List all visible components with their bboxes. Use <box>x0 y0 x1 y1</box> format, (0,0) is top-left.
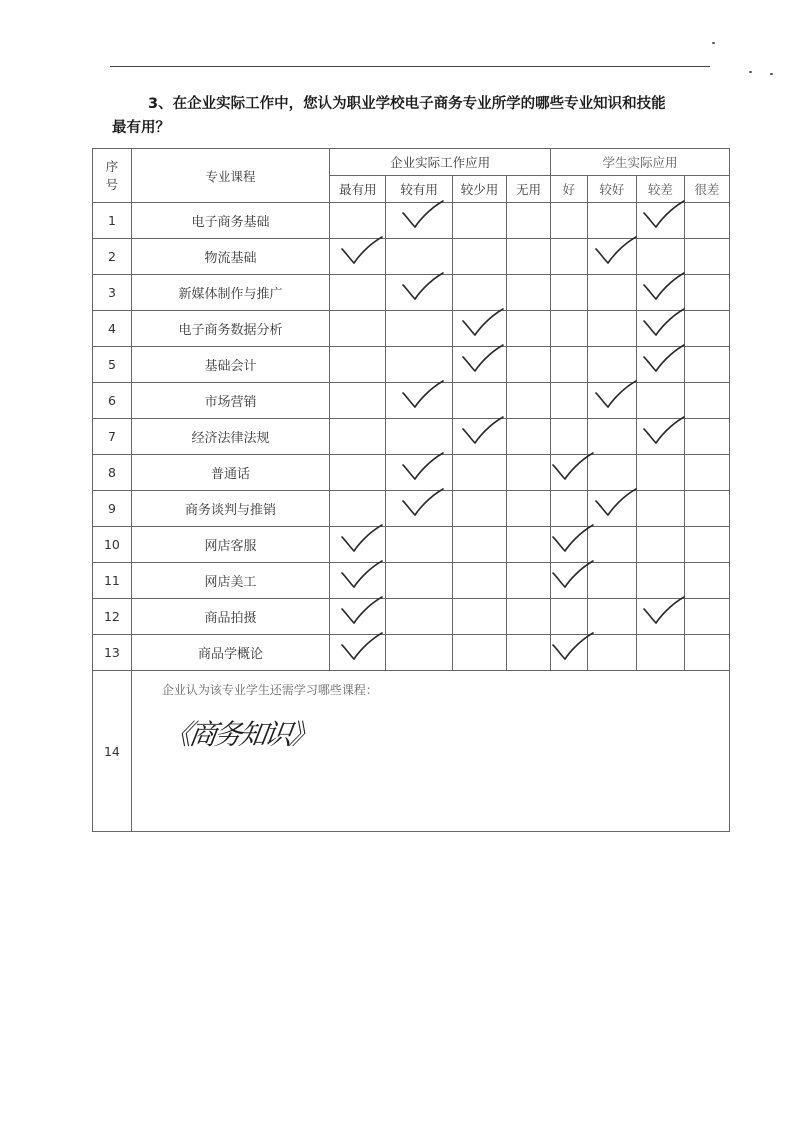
student-rating-cell <box>551 599 588 635</box>
student-group-header: 学生实际应用 <box>551 149 730 176</box>
company-rating-cell <box>386 419 452 455</box>
row-number: 14 <box>93 671 132 832</box>
check-mark-icon <box>642 307 686 341</box>
company-rating-cell <box>386 203 452 239</box>
company-rating-cell <box>452 419 506 455</box>
company-rating-cell <box>452 383 506 419</box>
table-row <box>93 239 730 275</box>
student-rating-cell <box>684 311 729 347</box>
table-row <box>93 383 730 419</box>
student-rating-cell <box>587 275 636 311</box>
company-rating-cell <box>330 347 386 383</box>
student-rating-cell <box>551 239 588 275</box>
company-rating-cell <box>330 599 386 635</box>
company-rating-cell <box>330 383 386 419</box>
student-rating-cell <box>587 239 636 275</box>
row-number: 7 <box>93 419 132 455</box>
table-row <box>93 563 730 599</box>
student-rating-cell <box>636 527 684 563</box>
table-row <box>93 455 730 491</box>
company-rating-cell <box>507 203 551 239</box>
column-header: 较有用 <box>386 176 452 203</box>
table-row <box>93 275 730 311</box>
row-number: 11 <box>93 563 132 599</box>
student-rating-cell <box>551 419 588 455</box>
check-mark-icon <box>461 307 505 341</box>
question-line-2: 最有用？ <box>112 120 170 136</box>
check-mark-icon <box>401 199 445 233</box>
course-name: 经济法律法规 <box>131 419 329 455</box>
seq-header: 序号 <box>93 149 132 203</box>
company-rating-cell <box>330 311 386 347</box>
student-rating-cell <box>636 239 684 275</box>
column-header: 较好 <box>587 176 636 203</box>
company-rating-cell <box>507 239 551 275</box>
top-rule <box>110 66 710 67</box>
student-rating-cell <box>551 203 588 239</box>
table-row <box>93 347 730 383</box>
company-rating-cell <box>507 275 551 311</box>
company-rating-cell <box>507 527 551 563</box>
course-name: 普通话 <box>131 455 329 491</box>
company-rating-cell <box>507 311 551 347</box>
student-rating-cell <box>551 455 588 491</box>
student-rating-cell <box>551 275 588 311</box>
company-rating-cell <box>330 239 386 275</box>
company-rating-cell <box>452 455 506 491</box>
check-mark-icon <box>594 379 638 413</box>
course-name: 电子商务基础 <box>131 203 329 239</box>
student-rating-cell <box>684 491 729 527</box>
check-mark-icon <box>642 343 686 377</box>
row-number: 2 <box>93 239 132 275</box>
student-rating-cell <box>587 203 636 239</box>
company-rating-cell <box>507 491 551 527</box>
check-mark-icon <box>642 595 686 629</box>
check-mark-icon <box>642 271 686 305</box>
table-row <box>93 491 730 527</box>
row-number: 4 <box>93 311 132 347</box>
company-rating-cell <box>452 239 506 275</box>
student-rating-cell <box>636 275 684 311</box>
student-rating-cell <box>587 491 636 527</box>
course-header: 专业课程 <box>131 149 329 203</box>
student-rating-cell <box>636 311 684 347</box>
check-mark-icon <box>401 487 445 521</box>
row-number: 9 <box>93 491 132 527</box>
company-rating-cell <box>507 563 551 599</box>
table-row <box>93 635 730 671</box>
check-mark-icon <box>551 631 595 665</box>
company-rating-cell <box>452 527 506 563</box>
company-rating-cell <box>507 455 551 491</box>
company-rating-cell <box>386 527 452 563</box>
scan-speck <box>770 73 773 75</box>
table-row <box>93 311 730 347</box>
course-name: 商品学概论 <box>131 635 329 671</box>
student-rating-cell <box>636 491 684 527</box>
check-mark-icon <box>340 631 384 665</box>
student-rating-cell <box>587 311 636 347</box>
row-number: 12 <box>93 599 132 635</box>
check-mark-icon <box>461 343 505 377</box>
course-name: 物流基础 <box>131 239 329 275</box>
company-rating-cell <box>507 347 551 383</box>
company-rating-cell <box>452 347 506 383</box>
student-rating-cell <box>551 383 588 419</box>
student-rating-cell <box>587 599 636 635</box>
survey-table <box>92 148 730 832</box>
student-rating-cell <box>551 563 588 599</box>
company-rating-cell <box>386 599 452 635</box>
company-rating-cell <box>386 455 452 491</box>
company-rating-cell <box>452 563 506 599</box>
course-name: 新媒体制作与推广 <box>131 275 329 311</box>
company-rating-cell <box>386 491 452 527</box>
scan-speck <box>749 71 752 73</box>
student-rating-cell <box>551 491 588 527</box>
check-mark-icon <box>340 523 384 557</box>
comment-label: 企业认为该专业学生还需学习哪些课程： <box>161 683 378 697</box>
student-rating-cell <box>636 347 684 383</box>
handwritten-answer: 《商务知识》 <box>161 718 317 751</box>
check-mark-icon <box>401 379 445 413</box>
company-rating-cell <box>330 563 386 599</box>
check-mark-icon <box>340 595 384 629</box>
company-rating-cell <box>330 203 386 239</box>
student-rating-cell <box>636 203 684 239</box>
question-line-1: 3、在企业实际工作中，您认为职业学校电子商务专业所学的哪些专业知识和技能 <box>148 96 666 112</box>
table-row <box>93 527 730 563</box>
company-rating-cell <box>386 347 452 383</box>
student-rating-cell <box>636 455 684 491</box>
company-rating-cell <box>452 635 506 671</box>
course-name: 网店客服 <box>131 527 329 563</box>
company-rating-cell <box>386 275 452 311</box>
row-number: 6 <box>93 383 132 419</box>
company-rating-cell <box>386 311 452 347</box>
row-number: 5 <box>93 347 132 383</box>
company-rating-cell <box>386 563 452 599</box>
column-header: 较少用 <box>452 176 506 203</box>
student-rating-cell <box>587 347 636 383</box>
company-rating-cell <box>386 239 452 275</box>
check-mark-icon <box>594 235 638 269</box>
company-rating-cell <box>452 203 506 239</box>
column-header: 很差 <box>684 176 729 203</box>
student-rating-cell <box>684 383 729 419</box>
check-mark-icon <box>340 559 384 593</box>
company-rating-cell <box>452 491 506 527</box>
student-rating-cell <box>551 635 588 671</box>
check-mark-icon <box>340 235 384 269</box>
student-rating-cell <box>551 311 588 347</box>
student-rating-cell <box>551 347 588 383</box>
table-row <box>93 203 730 239</box>
course-name: 网店美工 <box>131 563 329 599</box>
student-rating-cell <box>551 527 588 563</box>
company-rating-cell <box>507 419 551 455</box>
column-header: 最有用 <box>330 176 386 203</box>
row-number: 3 <box>93 275 132 311</box>
student-rating-cell <box>684 275 729 311</box>
student-rating-cell <box>684 563 729 599</box>
comment-row <box>93 671 730 832</box>
company-group-header: 企业实际工作应用 <box>330 149 551 176</box>
check-mark-icon <box>551 559 595 593</box>
student-rating-cell <box>636 563 684 599</box>
check-mark-icon <box>594 487 638 521</box>
column-header: 无用 <box>507 176 551 203</box>
row-number: 13 <box>93 635 132 671</box>
check-mark-icon <box>642 199 686 233</box>
student-rating-cell <box>587 383 636 419</box>
company-rating-cell <box>386 383 452 419</box>
student-rating-cell <box>636 599 684 635</box>
company-rating-cell <box>330 491 386 527</box>
question-text <box>112 92 722 140</box>
student-rating-cell <box>684 419 729 455</box>
company-rating-cell <box>386 635 452 671</box>
column-header: 较差 <box>636 176 684 203</box>
student-rating-cell <box>636 419 684 455</box>
student-rating-cell <box>684 599 729 635</box>
company-rating-cell <box>330 635 386 671</box>
course-name: 市场营销 <box>131 383 329 419</box>
course-name: 商品拍摄 <box>131 599 329 635</box>
student-rating-cell <box>684 635 729 671</box>
check-mark-icon <box>461 415 505 449</box>
row-number: 10 <box>93 527 132 563</box>
company-rating-cell <box>507 599 551 635</box>
company-rating-cell <box>452 275 506 311</box>
check-mark-icon <box>551 523 595 557</box>
student-rating-cell <box>636 635 684 671</box>
company-rating-cell <box>330 455 386 491</box>
student-rating-cell <box>684 239 729 275</box>
course-name: 基础会计 <box>131 347 329 383</box>
course-name: 电子商务数据分析 <box>131 311 329 347</box>
column-header: 好 <box>551 176 588 203</box>
header-row-groups <box>93 149 730 176</box>
scan-speck <box>712 42 715 44</box>
table-row <box>93 599 730 635</box>
check-mark-icon <box>551 451 595 485</box>
company-rating-cell <box>507 383 551 419</box>
row-number: 8 <box>93 455 132 491</box>
check-mark-icon <box>401 451 445 485</box>
student-rating-cell <box>587 419 636 455</box>
student-rating-cell <box>684 455 729 491</box>
student-rating-cell <box>636 383 684 419</box>
company-rating-cell <box>507 635 551 671</box>
course-name: 商务谈判与推销 <box>131 491 329 527</box>
check-mark-icon <box>401 271 445 305</box>
check-mark-icon <box>642 415 686 449</box>
company-rating-cell <box>452 311 506 347</box>
table-row <box>93 419 730 455</box>
company-rating-cell <box>330 527 386 563</box>
company-rating-cell <box>330 419 386 455</box>
row-number: 1 <box>93 203 132 239</box>
student-rating-cell <box>684 527 729 563</box>
student-rating-cell <box>684 203 729 239</box>
company-rating-cell <box>452 599 506 635</box>
company-rating-cell <box>330 275 386 311</box>
student-rating-cell <box>684 347 729 383</box>
comment-cell <box>131 671 729 832</box>
